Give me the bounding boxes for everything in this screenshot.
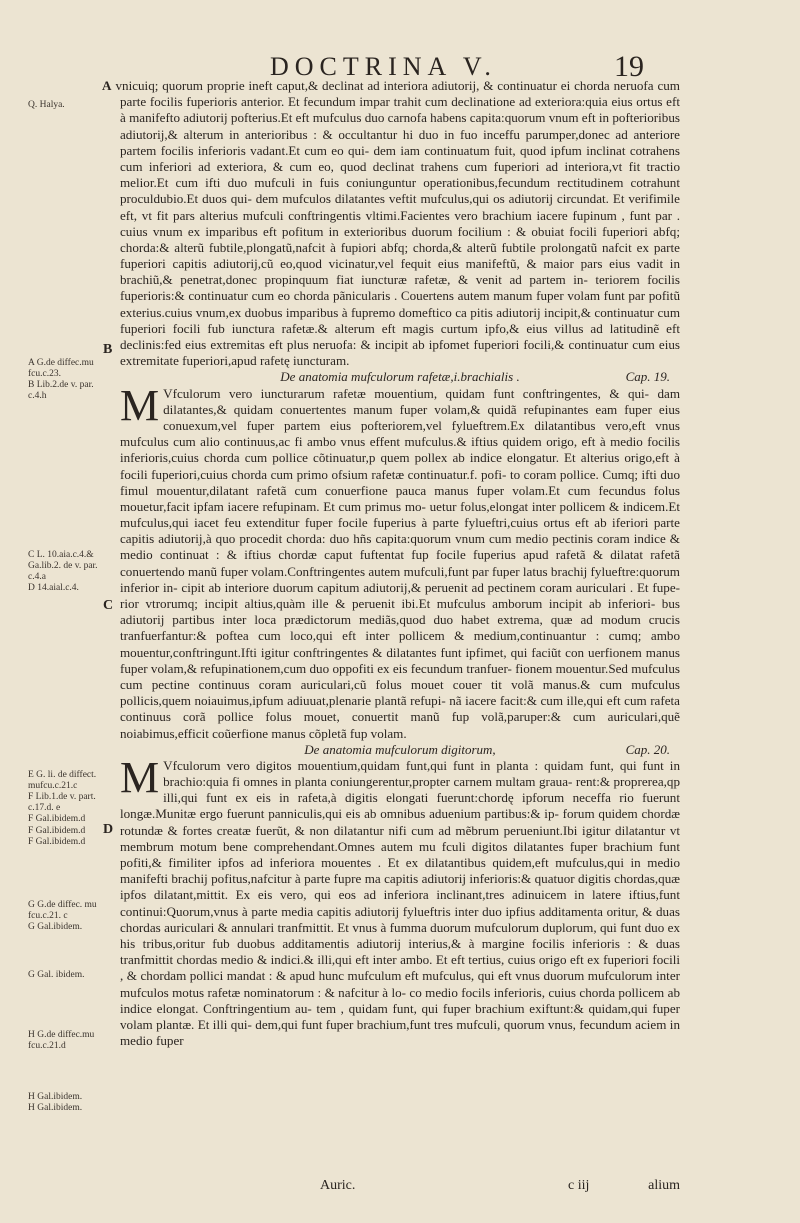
drop-cap: M — [120, 380, 160, 430]
section-letter: D — [103, 822, 114, 837]
margin-note: E G. li. de diffect. mufcu.c.21.c F Lib.1.de v. part. c.17.d. e F Gal.ibidem.d — [28, 770, 97, 824]
margin-note: G G.de diffec. mu fcu.c.21. c G Gal.ibidem. — [28, 900, 97, 932]
paragraph: M Vfculorum vero digitos mouentium,quidam funt,qui funt in planta : quidam funt, qui funt in brachio:quia fi omnes in planta coniungerentur,propter carnem multam graua- rent:& proprerea,qp illi,qui funt ex eis in rafeta,à digitis elongati fuerunt:chordę ipforum neceffa rio fuerunt longæ.Munitæ ergo fuerunt panniculis,qui eis ab omnibus aduenium partibus:& ip- forum quidem chordæ rotundæ & fortes creatæ fuerũt, & non dilatantur nifi cum ad mẽbrum perueniunt.Ibi igitur dilatantur vt membrum motum bene comprehendant.Omnes autem mu fculi digitos dilatantes fuper brachium funt pofiti,& fimiliter ipfos ad inferiora mouentes . Et ex dilatantibus quidem,eft mufculus,qui in medio manifefti brachij pofitus,nafcitur à parte fupre ma capitis adiutorij inferioris:& quatuor digitis chordas,quæ ipfos dilatant,mittit. Ex eis vero, qui eos ad inferiora inclinant,tres adinuicem in latere iftius,funt continui:Quorum,vnus à parte media capitis adiutorij fylueftris inter duo ipfius additamenta oritur, & duas chordas auriculari & annulari tranfmittit. Et vnus à fumma duorum mufculorum duplorum, qui funt duo ex his tribus,oritur fub duobus additamentis adiutorij interius,& à margine focilis inferioris : & duas tranfmittit chordas medio & indici.& illi,qui eft inter ambo. Et eft tertius, cuius origo eft ex fuperiori focili , & chordam pollici mandat : & apud hunc mufculum eft mufculus, qui eft vnus duorum mufculorum inter mufculos motus rafetæ nominatorum : & nafcitur à lo- co medio focils inferioris, cuius chorda pollicem ab indice elongat. Conftringentium au- tem , quidam funt, qui fuper brachium exiftunt:& quidam,qui fuper volam plantæ. Et illi qui- dem,qui funt fuper brachium,funt tres mufculi, quorum vnus, fecundum aciem in medio fuper — [120, 752, 680, 1049]
catchword: Auric. — [320, 1178, 356, 1193]
paragraph: A vnicuiq; quorum proprie ineft caput,& declinat ad interiora adiutorij, & continuatur ei chorda neruofa cum parte focilis fuperioris anterior. Et fecundum impar trahit cum declinatione ad exteriora:quia eius ortus eft à manifefto adiutorij pofterius.Et eft mufculus duo carnofa habens capita:quorum vnum eft in pofterioribus adiutorij,& alterum in anterioribus : & occultantur hi duo in fuo inceffu parumper,donec ad anteriore partem focilis inferioris vadant.Et cum eo qui- dem iam continuatum fuit, quod ipfum inclinat cotrahens cum inferiori ad exteriora, & cum eo, quod declinat trahens cum fuperiori ad interiora,vt fit tractio melior.Et cum ifti duo mufculi in fuis coniunguntur operationibus,fecundum rectitudinem cotrahunt proculdubio.Et duos qui- dem mufculos dilatantes veftit mufculus,qui os adiutorij circundat. Et verifimile eft, vt fit pars alterius mufculi conftringentis vltimi.Facientes vero brachium iacere fupinum , funt par . cuius vnum ex imparibus eft pofitum in exterioribus duorum focilium : & obuiat focili fuperiori abfq; chorda:& alterũ fubtile,plongatũ,nafcit à fupiori abfq; chorda,& alterũ fubtile prolongatũ nafcit ex parte fuperiori capitis adiutorij,cũ eo,quod vicinatur,vel fequit eius manifeftũ, & maior pars eius vadit in brachiũ,& penetrat,donec propinquum fiat iuncturæ rafetæ, & venit ad partem in- teriorem focilis fuperioris:& continuatur cum eo chorda pãnicularis . Couertens autem manum fuper volam funt par pofitũ exterius.cuius vnum,ex duobus imparibus à fupremo domeftico ca pitis adiutorij incipit,& continuatur cum fuperiori focili fub iunctura rafetæ.& alterum eft magis curtum ipfo,& eius villus ad latitudinẽ eft declinis:fed eius extremitas eft plus neruofa: & incipit ab ipfomet fuperiori focili,& continuatur cum eius extremitate fuperiori,apud rafetę iuncturam. — [102, 78, 680, 369]
paragraph: M Vfculorum vero iuncturarum rafetæ mouentium, quidam funt conftringentes, & qui- dam dilatantes,& quidam conuertentes manum fuper volam,& quidã refupinantes eam fuper eius conuexum,vel fuper partem eius pofteriorem,vel fylueftrem.Ex dilatantibus vero,eft vnus mufculus cum alio continuus,ac fi ambo vnus effent mufculus.& iftius quidem origo, eft à medio focilis inferioris,cuius chorda cum pollice cõtinuatur,p quem pollex ab indice elongatur. Et alterius origo,eft à focili fuperiori,cuius chorda cum primo ofsium rafetæ continuatur.f. pofi- to coram pollice. Cumq; ifti duo fimul mouentur,dilatant rafetã cum conuerfione pauca manus fuper volam.Et cum fecundus folus mouetur,facit ipfam iacere refupinam. Et cum primus mo- uetur folus,elongat inter pollicem & indicem.Et mufculus,qui iacet feu extenditur fuper focile fuperius à parte fylueftri,cuius ortus eft ab iferiori parte capitis adiutorij,à quo procedit chorda: duo hñs capita:quorum vnum cum medio pectinis coram indice & medio continuat : & iftius chordæ caput fuftentat fup focile fuperius apud rafetã & dilatat rafetã conuertendo manũ fuper volam.Conftringentes autem mufculi,funt par fuper latus brachij fylueftre:quorum inferior in- cipit ab interiore duorum capitum adiutorij,& peruenit ad pectinem coram auriculari . Et fupe- rior vtrorumq; incipit altius,quàm ille & peruenit ibi.Et mufculus amborum incipit ab inferiori- bus adiutorij partibus inter loca prædictorum mediãs,quod duo habet extrema, quæ ad modum crucis tranfuerfantur:& poftea cum loco,qui eft inter pollicem & medium,continuantur : cumq; ambo mouentur,conftringunt.Ifti igitur conftringentes & dilatantes funt ipfimet, qui faciũt con uerfionem manus fuper volam,& refupinationem,cum duo oppofiti ex eis fecundum tranfuer- fionem mouentur.Sed mufculus cum pectine continuus coram auriculari,cũ folus mouet couer tit volã manus.& cum mufculus pollicis,quem noiauimus,ipfum adiuuat,plenarie plantã refupi- nã iacere facit:& cum ille,qui eft cum rafeta continuus corã pollice folus mouet, conuertit manũ fup volã,paruper:& cum auriculari,quẽ noiabimus,efficit coũerfione manus cõpletã fup volam. — [120, 380, 680, 741]
main-text — [102, 78, 680, 1049]
page-footer — [120, 1178, 680, 1196]
section-letter: C — [103, 598, 114, 613]
section-letter: B — [103, 342, 113, 357]
section-letter: A — [102, 78, 112, 93]
chapter-number: Cap. 19. — [625, 369, 670, 385]
running-head: DOCTRINA V. — [270, 52, 497, 81]
signature-mark: c iij — [568, 1178, 590, 1193]
chapter-number: Cap. 20. — [625, 741, 670, 757]
drop-cap: M — [120, 752, 160, 802]
margin-note: H Gal.ibidem. H Gal.ibidem. — [28, 1092, 83, 1113]
chapter-heading: De anatomia mufculorum rafetæ,i.brachialis . Cap. 19. — [280, 369, 670, 385]
margin-note: H G.de diffec.mu fcu.c.21.d — [28, 1030, 95, 1051]
margin-note: G Gal. ibidem. — [28, 970, 85, 980]
margin-note: C L. 10.aia.c.4.& Ga.lib.2. de v. par. c.4.a D 14.aial.c.4. — [28, 550, 98, 593]
margin-note: Q. Halya. — [28, 100, 65, 110]
chapter-heading: De anatomia mufculorum digitorum, Cap. 20. — [304, 741, 670, 757]
next-word: alium — [648, 1178, 680, 1193]
margin-note: F Gal.ibidem.d F Gal.ibidem.d — [28, 826, 86, 847]
margin-note: A G.de diffec.mu fcu.c.23. B Lib.2.de v. par. c.4.h — [28, 358, 94, 401]
folio-number: 19 — [614, 50, 644, 83]
